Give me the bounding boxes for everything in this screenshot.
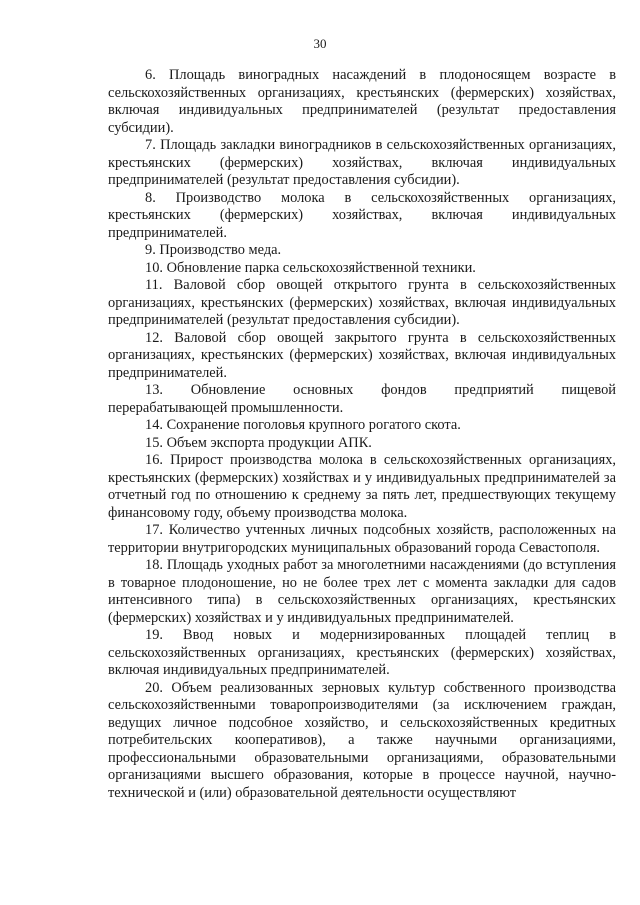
- list-item-12: 12. Валовой сбор овощей закрытого грунта в сельскохозяйственных организациях, крестьянских (фермерских) хозяйствах, включая индивидуальных предпринимателей.: [108, 329, 616, 381]
- list-item-13: 13. Обновление основных фондов предприятий пищевой перерабатывающей промышленности.: [108, 382, 616, 416]
- list-item-15: 15. Объем экспорта продукции АПК.: [145, 434, 372, 451]
- list-item-9: 9. Производство меда.: [145, 242, 282, 258]
- list-item-6: 6. Площадь виноградных насаждений в плодоносящем возрасте в сельскохозяйственных организациях, крестьянских (фермерских) хозяйствах, включая индивидуальных предпринимателей (результат предоставления субсидии).: [108, 67, 616, 136]
- list-item-7: 7. Площадь закладки виноградников в сельскохозяйственных организациях, крестьянских (фермерских) хозяйствах, включая индивидуальных предпринимателей (результат предоставления субсидии).: [108, 137, 616, 188]
- list-item-10: 10. Обновление парка сельскохозяйственной техники.: [145, 259, 476, 276]
- list-item-16: 16. Прирост производства молока в сельскохозяйственных организациях, крестьянских (фермерских) хозяйствах и у индивидуальных предпринимателей за отчетный год по отношению к среднему за пять лет, предшествующих текущему финансовому году, объему производства молока.: [108, 452, 616, 521]
- list-item-18: 18. Площадь уходных работ за многолетними насаждениями (до вступления в товарное плодоношение, но не более трех лет с момента закладки для садов интенсивного типа) в сельскохозяйственных организациях, крестьянских (фермерских) хозяйствах и у индивидуальных предпринимателей.: [108, 557, 616, 626]
- list-item-17: 17. Количество учтенных личных подсобных хозяйств, расположенных на территории внутригородских муниципальных образований города Севастополя.: [108, 522, 616, 556]
- list-item-11: 11. Валовой сбор овощей открытого грунта в сельскохозяйственных организациях, крестьянских (фермерских) хозяйствах, включая индивидуальных предпринимателей (результат предоставления субсидии).: [108, 277, 616, 328]
- list-item-14: 14. Сохранение поголовья крупного рогатого скота.: [145, 417, 461, 433]
- document-body: [108, 67, 616, 802]
- list-item-8: 8. Производство молока в сельскохозяйственных организациях, крестьянских (фермерских) хозяйствах, включая индивидуальных предпринимателей.: [108, 189, 616, 241]
- list-item-20: 20. Объем реализованных зерновых культур собственного производства сельскохозяйственными товаропроизводителями (за исключением граждан, ведущих личное подсобное хозяйство, и сельскохозяйственных кредитных потребительских кооперативов), а также научными организациями, профессиональными образовательными организациями, образовательными организациями высшего образования, которые в процессе научной, научно-технической и (или) образовательной деятельности осуществляют: [108, 679, 616, 801]
- page-number: 30: [313, 36, 327, 51]
- list-item-19: 19. Ввод новых и модернизированных площадей теплиц в сельскохозяйственных организациях, крестьянских (фермерских) хозяйствах, включая индивидуальных предпринимателей.: [108, 627, 616, 678]
